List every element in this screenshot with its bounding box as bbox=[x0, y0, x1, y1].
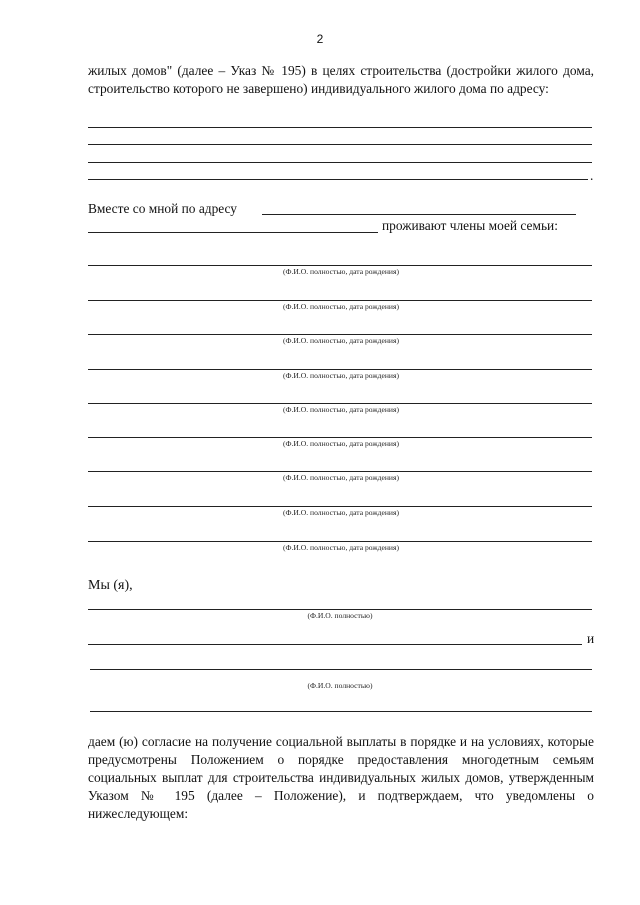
intro-paragraph: жилых домов" (далее – Указ № 195) в целях строительства (достройки жилого дома, строительство которого не завершено) индивидуального жилого дома по адресу: bbox=[88, 63, 594, 96]
family-member-caption: (Ф.И.О. полностью, дата рождения) bbox=[282, 371, 400, 380]
cohabitants-address-line[interactable] bbox=[88, 232, 378, 233]
we-label: Мы (я), bbox=[88, 578, 133, 593]
fio-line[interactable] bbox=[90, 669, 592, 670]
address-line[interactable] bbox=[88, 162, 592, 163]
family-member-caption: (Ф.И.О. полностью, дата рождения) bbox=[282, 302, 400, 311]
fio-line[interactable] bbox=[88, 644, 582, 645]
address-line[interactable] bbox=[88, 179, 588, 180]
fio-line[interactable] bbox=[88, 609, 592, 610]
family-member-caption: (Ф.И.О. полностью, дата рождения) bbox=[282, 405, 400, 414]
family-member-caption: (Ф.И.О. полностью, дата рождения) bbox=[282, 439, 400, 448]
family-member-caption: (Ф.И.О. полностью, дата рождения) bbox=[282, 267, 400, 276]
family-member-line[interactable] bbox=[88, 506, 592, 507]
family-member-line[interactable] bbox=[88, 541, 592, 542]
cohabitants-suffix: проживают члены моей семьи: bbox=[382, 218, 558, 233]
page-number: 2 bbox=[316, 32, 324, 46]
family-member-line[interactable] bbox=[88, 265, 592, 266]
address-line[interactable] bbox=[88, 144, 592, 145]
family-member-line[interactable] bbox=[88, 471, 592, 472]
address-line[interactable] bbox=[88, 127, 592, 128]
cohabitants-address-line[interactable] bbox=[262, 214, 576, 215]
family-member-line[interactable] bbox=[88, 403, 592, 404]
family-member-caption: (Ф.И.О. полностью, дата рождения) bbox=[282, 543, 400, 552]
address-end-period: . bbox=[590, 168, 594, 183]
family-member-line[interactable] bbox=[88, 334, 592, 335]
fio-caption: (Ф.И.О. полностью) bbox=[307, 681, 373, 690]
family-member-line[interactable] bbox=[88, 300, 592, 301]
family-member-line[interactable] bbox=[88, 369, 592, 370]
fio-caption: (Ф.И.О. полностью) bbox=[307, 611, 373, 620]
family-member-caption: (Ф.И.О. полностью, дата рождения) bbox=[282, 508, 400, 517]
family-member-caption: (Ф.И.О. полностью, дата рождения) bbox=[282, 473, 400, 482]
and-word: и bbox=[587, 631, 595, 646]
family-member-line[interactable] bbox=[88, 437, 592, 438]
fio-line[interactable] bbox=[90, 711, 592, 712]
consent-paragraph: даем (ю) согласие на получение социальной выплаты в порядке и на условиях, которые предусмотрены Положением о порядке предоставления многодетным семьям социальных выплат для строительства индивидуальных жилых домов, утвержденным Указом № 195 (далее – Положение), и подтверждаем, что уведомлены о нижеследующем: bbox=[88, 734, 594, 821]
family-member-caption: (Ф.И.О. полностью, дата рождения) bbox=[282, 336, 400, 345]
cohabitants-intro: Вместе со мной по адресу bbox=[88, 201, 238, 216]
